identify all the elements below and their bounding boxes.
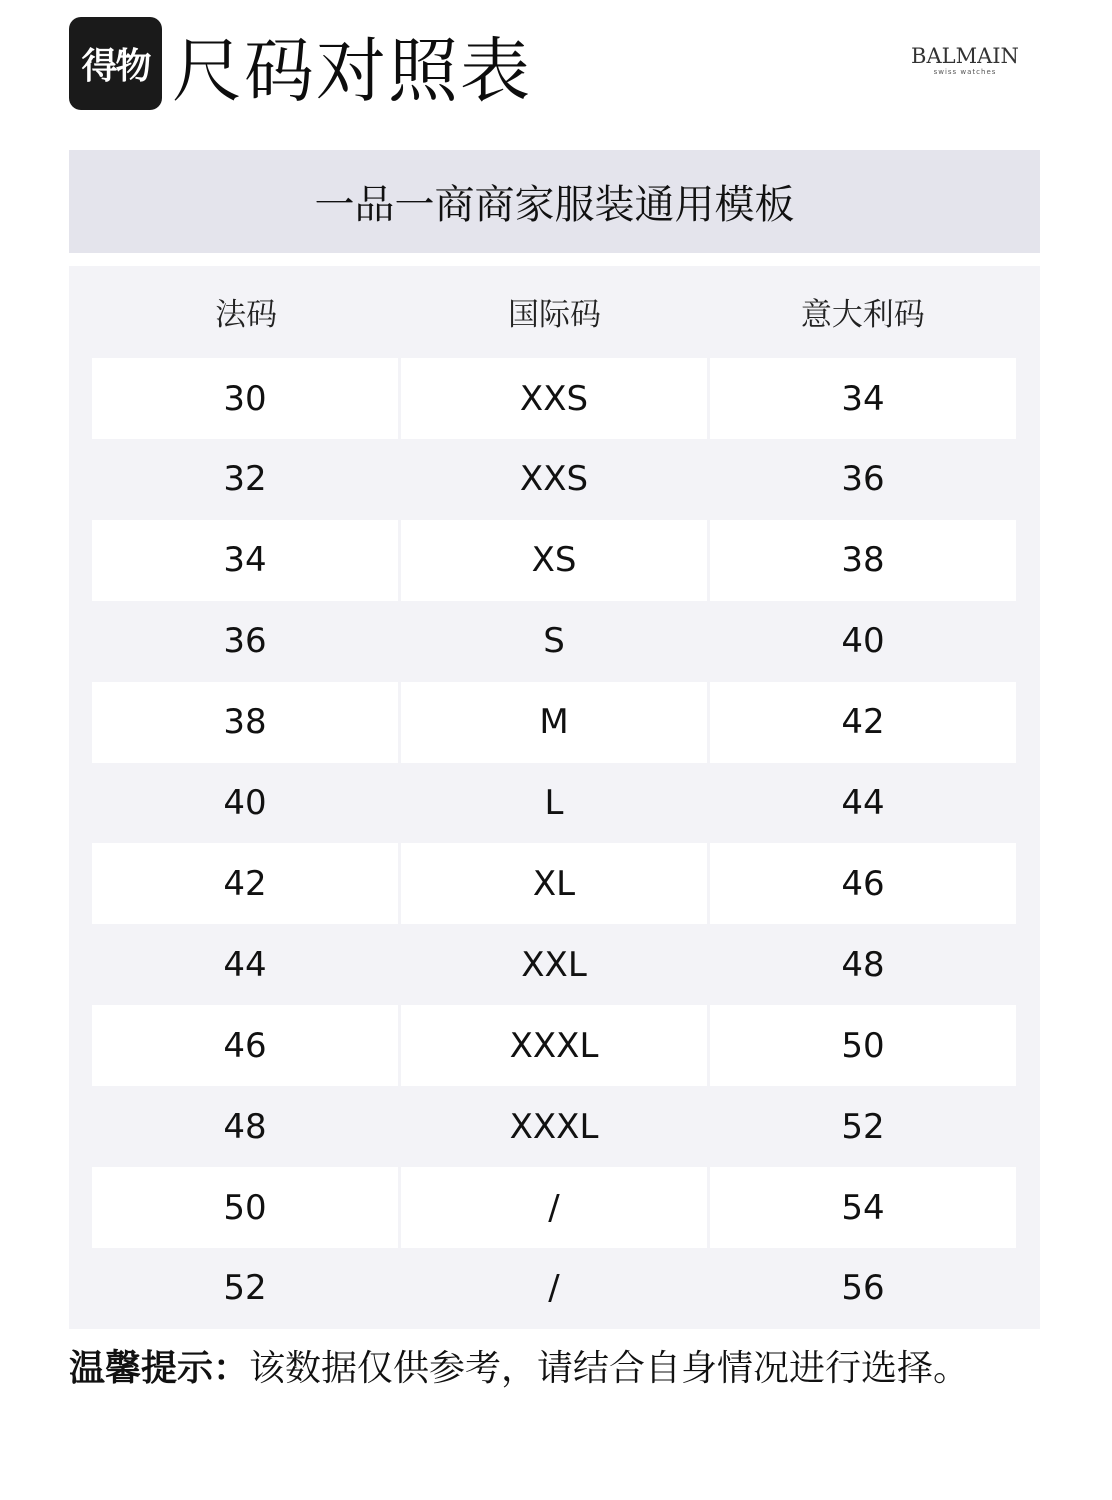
tip-note xyxy=(69,1340,969,1391)
italian-size-cell: 40 xyxy=(841,621,885,662)
logo-text: 得物 xyxy=(81,46,150,87)
international-size-cell: XL xyxy=(401,843,707,924)
table-row xyxy=(92,601,1017,682)
international-size-cell: XXS xyxy=(401,358,707,439)
brand-subtitle: swiss watches xyxy=(933,68,997,76)
column-header-international: 国际码 xyxy=(507,296,601,333)
table-row xyxy=(92,924,1017,1005)
table-row xyxy=(92,358,1017,439)
french-size-cell: 48 xyxy=(223,1106,267,1147)
dewu-logo xyxy=(69,17,162,110)
italian-size-cell: 34 xyxy=(710,358,1016,439)
italian-size-cell: 36 xyxy=(841,459,885,500)
international-size-cell: M xyxy=(401,682,707,763)
international-size-cell: XXXL xyxy=(401,1005,707,1086)
italian-size-cell: 52 xyxy=(841,1106,885,1147)
french-size-cell: 42 xyxy=(92,843,398,924)
french-size-cell: 38 xyxy=(92,682,398,763)
table-row xyxy=(92,1005,1017,1086)
table-row xyxy=(92,1086,1017,1167)
french-size-cell: 50 xyxy=(92,1167,398,1248)
international-size-cell: / xyxy=(401,1167,707,1248)
french-size-cell: 34 xyxy=(92,520,398,601)
tip-text: 该数据仅供参考，请结合自身情况进行选择。 xyxy=(249,1348,970,1389)
table-row xyxy=(92,439,1017,520)
italian-size-cell: 56 xyxy=(841,1268,885,1309)
french-size-cell: 40 xyxy=(223,783,267,823)
international-size-cell: XS xyxy=(401,520,707,601)
table-row xyxy=(92,763,1017,844)
international-size-cell: S xyxy=(543,621,565,662)
international-size-cell: XXL xyxy=(521,944,587,985)
table-row xyxy=(92,843,1017,924)
italian-size-cell: 44 xyxy=(841,783,885,823)
international-size-cell: / xyxy=(548,1268,560,1309)
template-title: 一品一商商家服装通用模板 xyxy=(314,182,795,228)
international-size-cell: L xyxy=(544,783,564,823)
table-row xyxy=(92,682,1017,763)
table-row xyxy=(92,1248,1017,1329)
table-row xyxy=(92,520,1017,601)
french-size-cell: 32 xyxy=(223,459,267,500)
international-size-cell: XXS xyxy=(519,459,589,500)
french-size-cell: 44 xyxy=(223,944,267,985)
italian-size-cell: 42 xyxy=(710,682,1016,763)
french-size-cell: 36 xyxy=(223,621,267,662)
italian-size-cell: 38 xyxy=(710,520,1016,601)
brand-name: BALMAIN xyxy=(911,44,1019,68)
italian-size-cell: 46 xyxy=(710,843,1016,924)
column-header-french: 法码 xyxy=(215,296,278,333)
column-header-italian: 意大利码 xyxy=(800,296,925,333)
template-bar xyxy=(69,150,1040,253)
italian-size-cell: 54 xyxy=(710,1167,1016,1248)
italian-size-cell: 48 xyxy=(841,944,885,985)
page-title: 尺码对照表 xyxy=(172,30,532,112)
international-size-cell: XXXL xyxy=(509,1106,599,1147)
brand-logo xyxy=(905,44,1025,77)
italian-size-cell: 50 xyxy=(710,1005,1016,1086)
table-row xyxy=(92,1167,1017,1248)
french-size-cell: 46 xyxy=(92,1005,398,1086)
table-header xyxy=(92,266,1017,356)
french-size-cell: 52 xyxy=(223,1268,267,1309)
size-table xyxy=(69,266,1040,1329)
tip-label: 温馨提示： xyxy=(69,1348,250,1389)
french-size-cell: 30 xyxy=(92,358,398,439)
